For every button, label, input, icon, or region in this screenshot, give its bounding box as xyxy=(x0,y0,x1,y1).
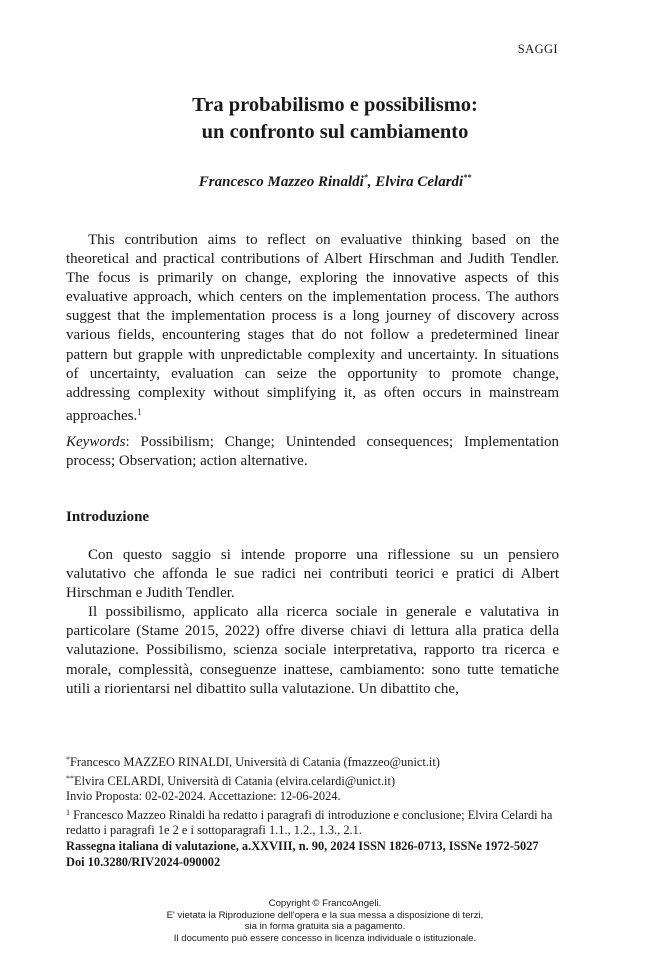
copyright-line: Il documento può essere concesso in licenza individuale o istituzionale. xyxy=(173,932,477,944)
author-2-mark: ** xyxy=(463,173,472,182)
keywords-separator: : xyxy=(125,434,141,450)
section-tag: SAGGI xyxy=(517,42,558,56)
keywords-label: Keywords xyxy=(66,434,126,450)
author-2: Elvira Celardi xyxy=(375,174,464,190)
title-line-2: un confronto sul cambiamento xyxy=(201,121,469,143)
abstract xyxy=(66,231,559,426)
abstract-text: This contribution aims to reflect on evaluative thinking based on the theoretical and practical contributions of Albert Hirschman and Judith Tendler. The focus is primarily on change, exploring the innovative aspects of this evaluative approach, which centers on the implementation process. The authors suggest that the implementation process is a long journey of discovery across various fields, encountering stages that do not follow a predetermined linear pattern but grapple with unpredictable complexity and uncertainty. In situations of uncertainty, evaluation can seize the opportunity to promote change, addressing complexity without simplifying it, as often occurs in mainstream approaches. xyxy=(66,232,559,424)
footnote xyxy=(66,805,559,839)
abstract-footnote-mark: 1 xyxy=(137,406,142,417)
submission-dates: Invio Proposta: 02-02-2024. Accettazione: 12-06-2024. xyxy=(66,789,341,804)
footnote-mark: ** xyxy=(66,773,74,783)
doi: Doi 10.3280/RIV2024-090002 xyxy=(66,854,221,869)
footnote-text: Francesco MAZZEO RINALDI, Università di Catania (fmazzeo@unict.it) xyxy=(70,755,440,769)
author-1: Francesco Mazzeo Rinaldi xyxy=(198,174,364,190)
footnote xyxy=(66,752,559,771)
author-1-mark: * xyxy=(363,173,368,182)
footnote-text: Francesco Mazzeo Rinaldi ha redatto i paragrafi di introduzione e conclusione; Elvira Celardi ha redatto i paragrafi 1e 2 e i sottoparagrafi 1.1., 1.2., 1.3., 2.1. xyxy=(66,807,553,838)
keywords-text: Possibilism; Change; Unintended consequences; Implementation process; Observation; action alternative. xyxy=(66,434,559,470)
copyright-line: sia in forma gratuita sia a pagamento. xyxy=(244,921,406,933)
section-heading: Introduzione xyxy=(66,509,150,525)
introduction-body xyxy=(66,546,559,699)
copyright-line: E' vietata la Riproduzione dell'opera e la sua messa a disposizione di terzi, xyxy=(166,909,484,921)
copyright-notice xyxy=(0,898,650,944)
footnote-mark: 1 xyxy=(66,807,70,817)
journal-citation: Rassegna italiana di valutazione, a.XXVIII, n. 90, 2024 ISSN 1826-0713, ISSNe 1972-5027 xyxy=(66,838,539,853)
paragraph: Con questo saggio si intende proporre una riflessione su un pensiero valutativo che affonda le sue radici nei contributi teorici e pratici di Albert Hirschman e Judith Tendler. xyxy=(66,547,559,602)
paragraph: Il possibilismo, applicato alla ricerca sociale in generale e valutativa in particolare (Stame 2015, 2022) offre diverse chiavi di lettura alla pratica della valutazione. Possibilismo, scienza sociale interpretativa, rapporto tra ricerca e morale, complessità, conseguenze inattese, cambiamento: sono tutte tematiche utili a riorientarsi nel dibattito sulla valutazione. Un dibattito che, xyxy=(66,604,559,697)
copyright-line: Copyright © FrancoAngeli. xyxy=(268,898,382,909)
article-title xyxy=(60,92,610,146)
keywords xyxy=(66,433,559,471)
footnote xyxy=(66,771,559,790)
authors-line xyxy=(60,173,610,191)
footnote-mark: * xyxy=(66,755,70,764)
title-line-1: Tra probabilismo e possibilismo: xyxy=(192,94,478,116)
author-separator: , xyxy=(367,174,376,190)
footnotes xyxy=(66,752,559,870)
footnote-text: Elvira CELARDI, Università di Catania (elvira.celardi@unict.it) xyxy=(74,773,396,788)
